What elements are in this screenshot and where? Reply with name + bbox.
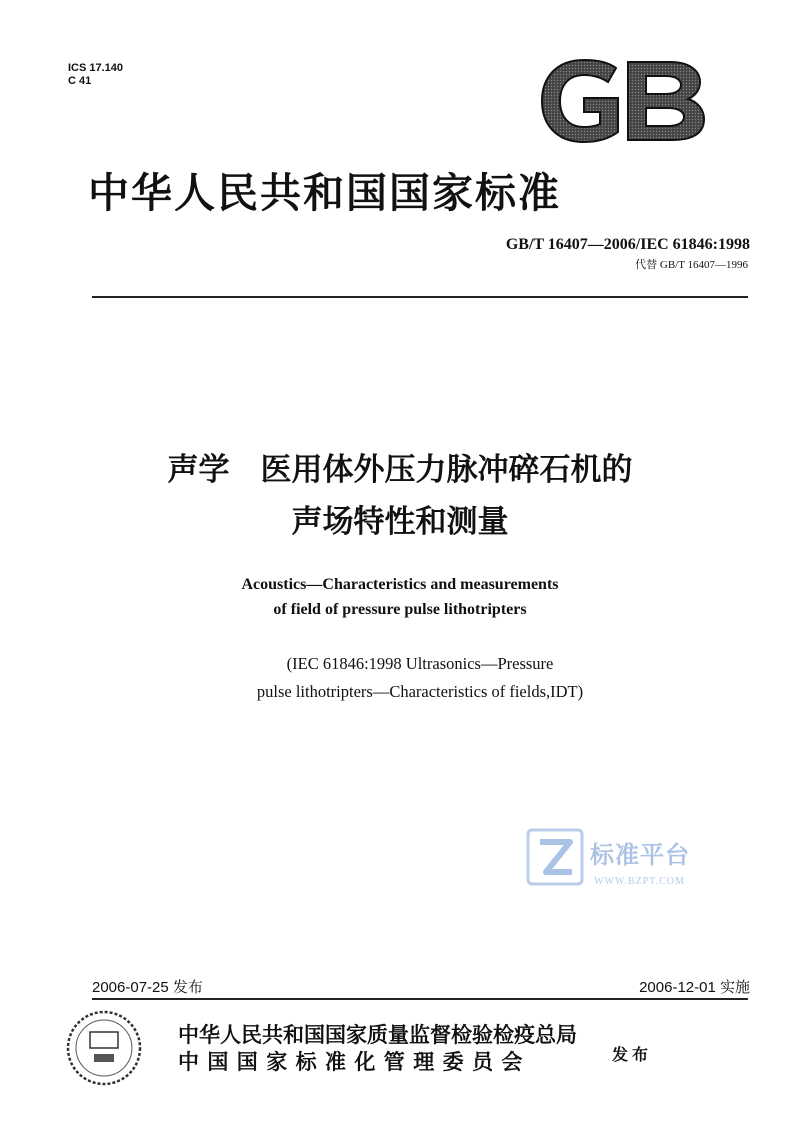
classification-codes [68,62,123,88]
title-zh-line-1: 声学 医用体外压力脉冲碎石机的 [167,452,633,488]
watermark-text: 标准平台 [590,841,690,869]
publish-label: 发布 [612,1045,653,1064]
gb-logo [538,58,708,144]
iec-equivalence-note [0,650,800,706]
ics-code: ICS 17.140 [68,62,124,74]
title-english [0,572,800,622]
title-zh-line-2: 声场特性和测量 [291,504,509,540]
issue-date: 2006-07-25 发布 [92,979,203,996]
ccs-code: C 41 [68,75,92,87]
header-divider [92,296,748,298]
iec-note-line-2: pulse lithotripters—Characteristics of fields,IDT) [256,682,584,701]
implementation-date: 2006-12-01 实施 [639,979,750,996]
title-chinese [0,444,800,548]
issuing-authorities [178,1022,577,1076]
title-en-line-1: Acoustics—Characteristics and measurements [241,576,559,593]
issuer-sac: 中国国家标准化管理委员会 [178,1050,531,1074]
seal-stamp-icon [64,1008,144,1088]
iec-note-line-1: (IEC 61846:1998 Ultrasonics—Pressure [286,654,554,673]
watermark-url: WWW.BZPT.COM [594,876,685,887]
title-en-line-2: of field of pressure pulse lithotripters [273,601,527,618]
footer-divider [92,998,748,1000]
standard-type-heading: 中华人民共和国国家标准 [88,169,561,217]
standard-code: GB/T 16407—2006/IEC 61846:1998 [505,236,750,253]
replaces-note: 代替 GB/T 16407—1996 [635,259,748,271]
issuer-aqsiq: 中华人民共和国国家质量监督检验检疫总局 [178,1023,577,1047]
